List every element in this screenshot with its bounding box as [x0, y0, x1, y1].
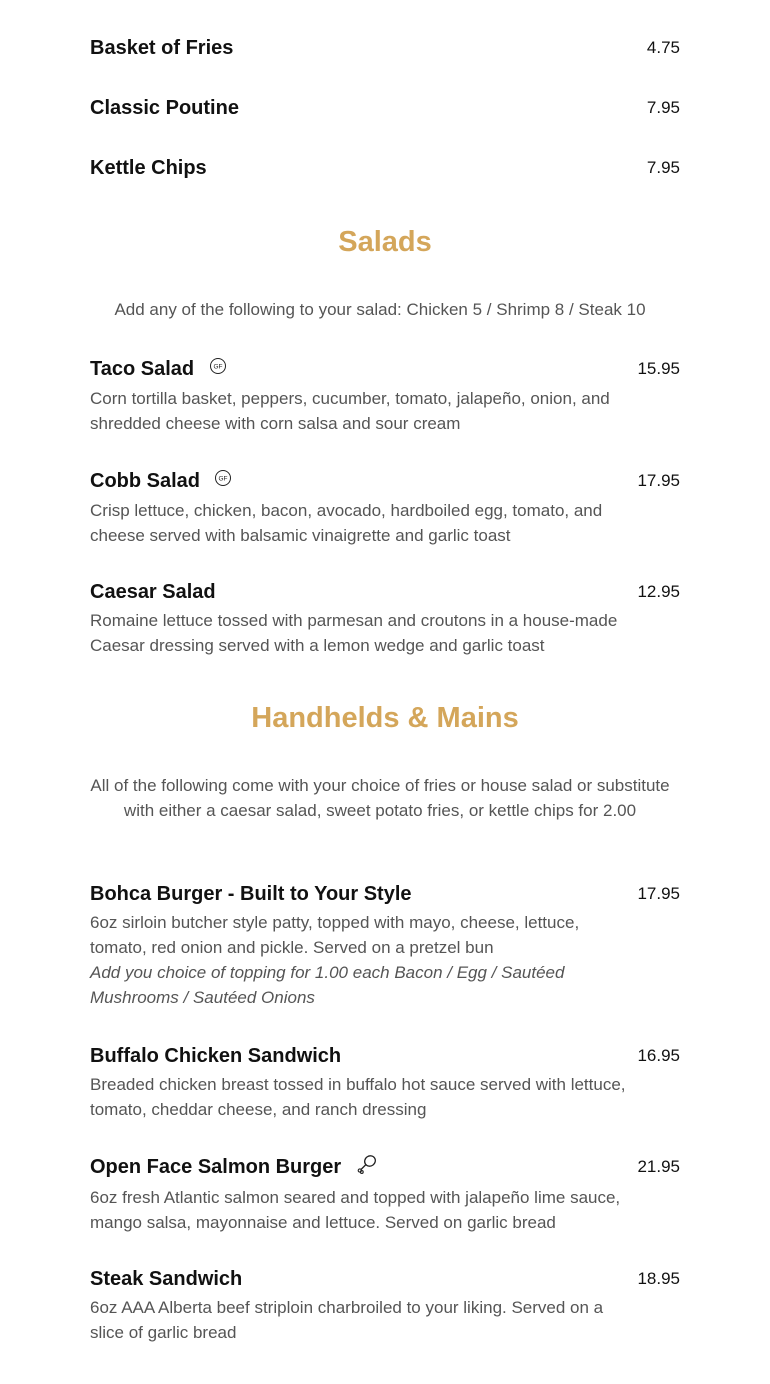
item-description: Corn tortilla basket, peppers, cucumber, tomato, jalapeño, onion, and shredded cheese with corn salsa and sour cream — [90, 389, 610, 434]
menu-item — [90, 1044, 680, 1122]
gluten-free-icon — [214, 469, 232, 492]
item-name: Kettle Chips — [90, 157, 207, 179]
section-note: All of the following come with your choice of fries or house salad or substitute with either a caesar salad, sweet potato fries, or kettle chips for 2.00 — [90, 776, 670, 820]
item-name: Basket of Fries — [90, 37, 234, 59]
item-price: 18.95 — [637, 1269, 680, 1288]
menu-item — [90, 1155, 680, 1235]
item-price: 15.95 — [637, 359, 680, 378]
item-name: Open Face Salmon Burger — [90, 1156, 342, 1178]
item-price: 16.95 — [637, 1046, 680, 1065]
menu-item — [90, 357, 680, 436]
item-name: Caesar Salad — [90, 581, 216, 603]
menu-item — [90, 1267, 680, 1345]
item-price: 17.95 — [637, 884, 680, 903]
item-description: Breaded chicken breast tossed in buffalo hot sauce served with lettuce, tomato, cheddar cheese, and ranch dressing — [90, 1075, 626, 1119]
item-name: Steak Sandwich — [90, 1268, 243, 1290]
gf-badge-label: GF — [218, 475, 228, 483]
item-price: 21.95 — [637, 1157, 680, 1176]
item-price: 7.95 — [646, 158, 680, 177]
item-name: Cobb Salad — [90, 470, 201, 492]
item-description: 6oz sirloin butcher style patty, topped with mayo, cheese, lettuce, tomato, red onion and pickle. Served on a pretzel bun — [90, 913, 580, 957]
chicken-leg-icon — [356, 1154, 378, 1179]
menu-item — [90, 469, 680, 548]
menu-item — [90, 96, 680, 120]
item-extra: Add you choice of topping for 1.00 each Bacon / Egg / Sautéed Mushrooms / Sautéed Onions — [90, 963, 565, 1007]
item-price: 12.95 — [637, 582, 680, 601]
section-note: Add any of the following to your salad: Chicken 5 / Shrimp 8 / Steak 10 — [114, 300, 646, 319]
gluten-free-icon — [209, 357, 227, 380]
item-description: 6oz fresh Atlantic salmon seared and topped with jalapeño lime sauce, mango salsa, mayonnaise and lettuce. Served on garlic bread — [90, 1188, 621, 1233]
gf-badge-label: GF — [213, 363, 223, 371]
item-name: Bohca Burger - Built to Your Style — [90, 883, 412, 905]
item-description: 6oz AAA Alberta beef striploin charbroiled to your liking. Served on a slice of garlic bread — [90, 1298, 604, 1342]
item-description: Romaine lettuce tossed with parmesan and croutons in a house-made Caesar dressing served with a lemon wedge and garlic toast — [90, 611, 618, 655]
menu-item — [90, 156, 680, 180]
item-name: Buffalo Chicken Sandwich — [90, 1045, 342, 1067]
section-title-salads: Salads — [338, 226, 432, 258]
item-price: 17.95 — [637, 471, 680, 490]
item-price: 7.95 — [646, 98, 680, 117]
menu-item — [90, 36, 680, 60]
section-title-mains: Handhelds & Mains — [251, 702, 519, 734]
item-name: Taco Salad — [90, 358, 195, 380]
item-description: Crisp lettuce, chicken, bacon, avocado, hardboiled egg, tomato, and cheese served with balsamic vinaigrette and garlic toast — [90, 501, 603, 546]
menu-item — [90, 882, 680, 1010]
item-price: 4.75 — [646, 38, 680, 57]
menu-item — [90, 580, 680, 658]
item-name: Classic Poutine — [90, 97, 239, 119]
